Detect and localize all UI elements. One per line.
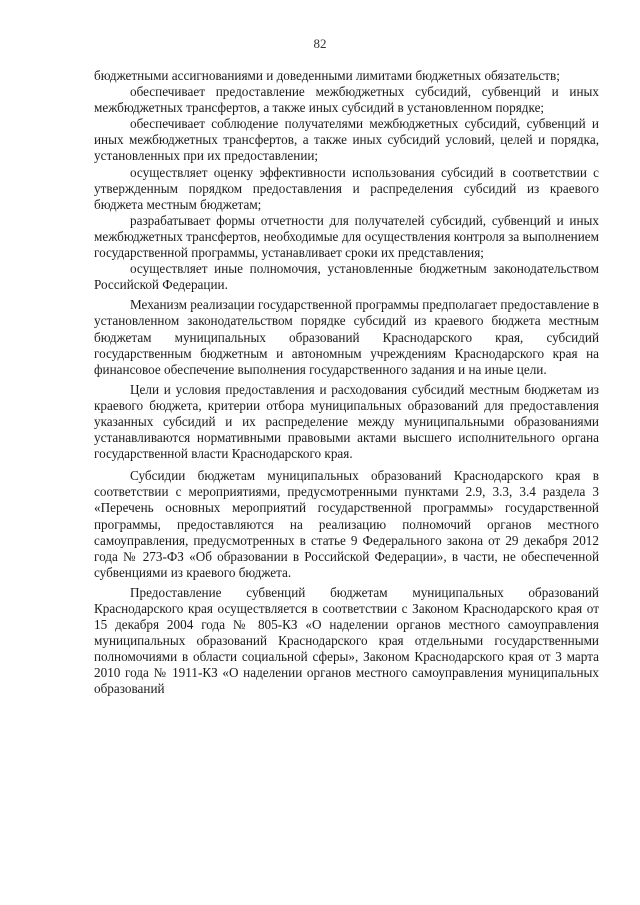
paragraph-other-powers: осуществляет иные полномочия, установленные бюджетным законодательством Российской Федерации. bbox=[94, 261, 599, 293]
paragraph-subsidies-municipal: Субсидии бюджетам муниципальных образований Краснодарского края в соответствии с мероприятиями, предусмотренными пунктами 2.9, 3.3, 3.4 раздела 3 «Перечень основных мероприятий государственной программы» государственной программы, предоставляются на реализацию полномочий органов местного самоуправления, предусмотренных в статье 9 Федерального закона от 29 декабря 2012 года № 273-ФЗ «Об образовании в Российской Федерации», в части, не обеспеченной субвенциями из краевого бюджета. bbox=[94, 468, 599, 580]
page-number: 82 bbox=[313, 36, 327, 51]
document-body bbox=[94, 68, 599, 698]
paragraph-provides-subsidies: обеспечивает предоставление межбюджетных субсидий, субвенций и иных межбюджетных трансфертов, а также иных субсидий в установленном порядке; bbox=[94, 84, 599, 116]
paragraph-implementation-mechanism: Механизм реализации государственной программы предполагает предоставление в установленном законодательством порядке субсидий из краевого бюджета местным бюджетам муниципальных образований Краснодарского края, субсидий государственным бюджетным и автономным учреждениям Краснодарского края на финансовое обеспечение выполнения государственного задания и на иные цели. bbox=[94, 297, 599, 377]
paragraph-goals-conditions: Цели и условия предоставления и расходования субсидий местным бюджетам из краевого бюджета, критерии отбора муниципальных образований для предоставления указанных субсидий и их распределение между муниципальными образованиями устанавливаются нормативными правовыми актами высшего исполнительного органа государственной власти Краснодарского края. bbox=[94, 381, 599, 462]
paragraph-reporting-forms: разрабатывает формы отчетности для получателей субсидий, субвенций и иных межбюджетных трансфертов, необходимые для осуществления контроля за выполнением государственной программы, устанавливает сроки их представления; bbox=[94, 212, 599, 261]
paragraph-ensures-compliance: обеспечивает соблюдение получателями межбюджетных субсидий, субвенций и иных межбюджетных трансфертов, а также иных субсидий условий, целей и порядка, установленных при их предоставлении; bbox=[94, 116, 599, 164]
paragraph-budget-allocations: бюджетными ассигнованиями и доведенными лимитами бюджетных обязательств; bbox=[94, 68, 560, 83]
paragraph-evaluates-efficiency: осуществляет оценку эффективности использования субсидий в соответствии с утвержденным порядком предоставления и распределения субсидий из краевого бюджета местным бюджетам; bbox=[94, 164, 599, 212]
paragraph-subventions-provision: Предоставление субвенций бюджетам муниципальных образований Краснодарского края осуществляется в соответствии с Законом Краснодарского края от 15 декабря 2004 года № 805-КЗ «О наделении органов местного самоуправления муниципальных образований Краснодарского края отдельными государственными полномочиями в области социальной сферы», Законом Краснодарского края от 3 марта 2010 года № 1911-КЗ «О наделении органов местного самоуправления муниципальных образований bbox=[94, 584, 599, 697]
